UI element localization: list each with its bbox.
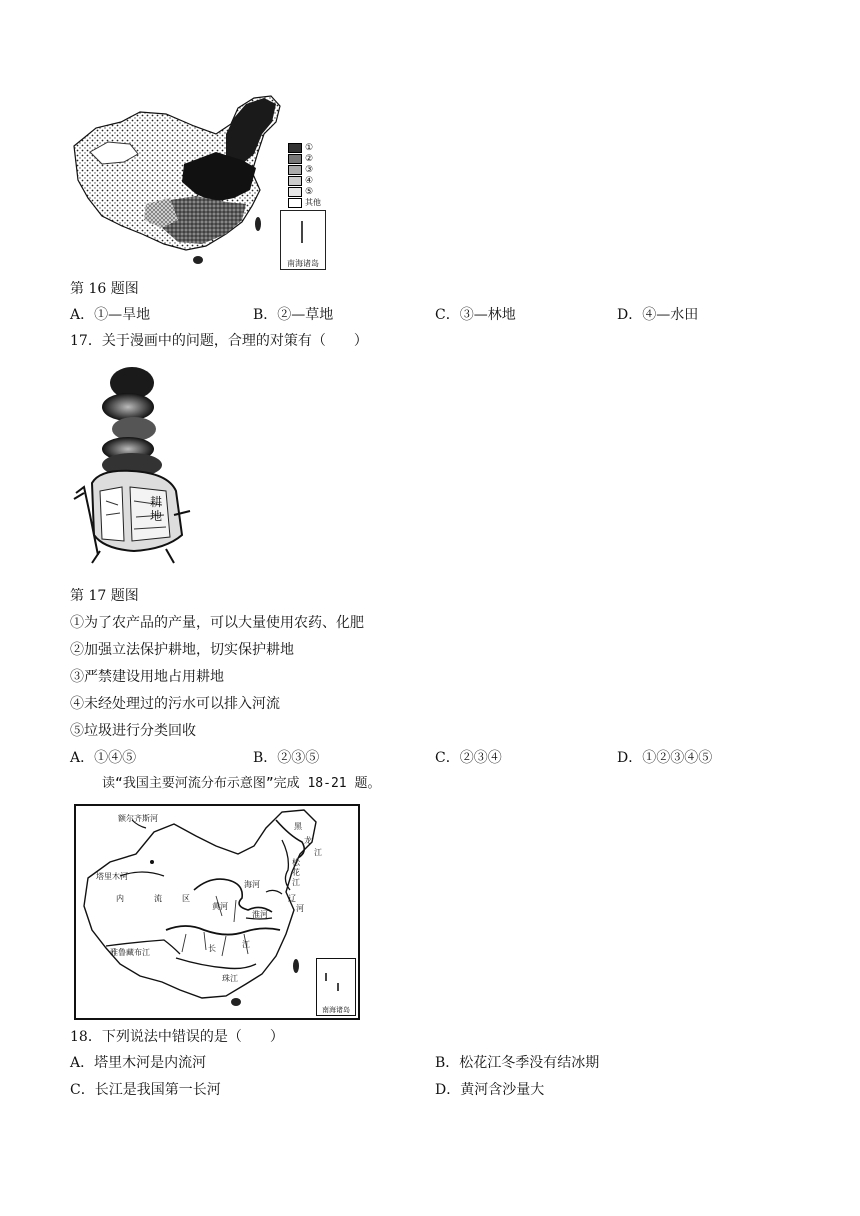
q18-option-c[interactable]: C．长江是我国第一长河 [70,1082,221,1098]
cartoon-drawing [70,365,195,567]
label-chang-1: 长 [208,944,216,953]
label-heilong-2: 龙 [304,836,312,845]
q16-option-a[interactable]: A．①—旱地 [70,307,151,323]
legend-row-1 [288,142,330,153]
river-inset-label: 南海诸岛 [322,1006,350,1014]
legend-label-1: ① [305,142,314,153]
legend-label-5: ⑤ [305,186,314,197]
inset-label: 南海诸岛 [281,259,325,269]
label-liao-1: 辽 [288,894,296,903]
legend-label-3: ③ [305,164,314,175]
q17-option-c[interactable]: C．②③④ [435,750,502,766]
river-map-figure [74,804,360,1020]
q17-option-a[interactable]: A．①④⑤ [70,750,137,766]
legend-row-3 [288,164,330,175]
q18-option-b[interactable]: B．松花江冬季没有结冰期 [435,1055,600,1071]
cartoon-label: 耕地 [150,495,163,523]
q17-option-d[interactable]: D．①②③④⑤ [617,750,713,766]
label-heilong-1: 黑 [294,822,302,831]
label-huai-river: 淮河 [252,910,268,919]
q18-option-d[interactable]: D．黄河含沙量大 [435,1082,545,1098]
label-hai-river: 海河 [244,880,260,889]
legend-label-2: ② [305,153,314,164]
legend-label-4: ④ [305,175,314,186]
land-use-legend [288,142,330,208]
label-tarim-river: 塔里木河 [96,872,128,881]
q17-option-b[interactable]: B．②③⑤ [253,750,320,766]
land-use-map-figure [66,94,331,270]
river-map-intro: 读“我国主要河流分布示意图”完成 18-21 题。 [102,776,381,791]
label-liao-2: 河 [296,904,304,913]
q18-stem: 18．下列说法中错误的是（ ） [70,1029,284,1045]
legend-label-other: 其他 [305,198,321,207]
pollution-cartoon [70,365,195,567]
q17-stem: 17．关于漫画中的问题，合理的对策有（ ） [70,333,368,349]
label-erqisi-river: 额尔齐斯河 [118,814,158,823]
south-sea-inset [280,210,326,270]
q16-option-b[interactable]: B．②—草地 [253,307,334,323]
legend-row-5 [288,186,330,197]
legend-row-4 [288,175,330,186]
q16-caption: 第 16 题图 [70,281,139,297]
q16-option-c[interactable]: C．③—林地 [435,307,516,323]
label-heilong-3: 江 [314,848,322,857]
label-huang-river: 黄河 [212,902,228,911]
q17-statement-3: ③严禁建设用地占用耕地 [70,669,224,685]
label-yarlung-river: 雅鲁藏布江 [110,948,150,957]
q16-option-d[interactable]: D．④—水田 [617,307,699,323]
q17-statement-2: ②加强立法保护耕地，切实保护耕地 [70,642,294,658]
legend-row-2 [288,153,330,164]
label-chang-2: 江 [242,940,250,949]
legend-row-other [288,197,330,208]
label-inland-1: 内 [116,894,124,903]
q17-statement-1: ①为了农产品的产量，可以大量使用农药、化肥 [70,615,364,631]
river-map-inset [316,958,356,1016]
q17-statement-5: ⑤垃圾进行分类回收 [70,723,196,739]
label-inland-2: 流 [154,894,162,903]
label-inland-3: 区 [182,894,190,903]
label-zhu-river: 珠江 [222,974,238,983]
q17-statement-4: ④未经处理过的污水可以排入河流 [70,696,280,712]
q18-option-a[interactable]: A．塔里木河是内流河 [70,1055,207,1071]
label-songhua-river: 松花江 [292,858,300,887]
q17-caption: 第 17 题图 [70,588,139,604]
